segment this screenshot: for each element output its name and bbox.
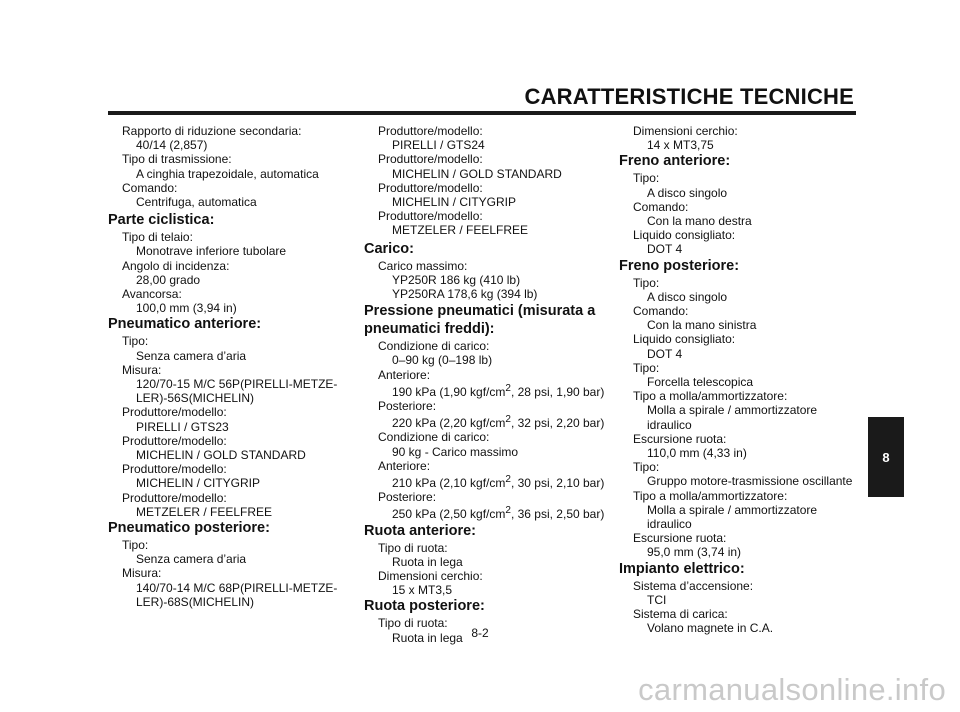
spec-value: DOT 4 <box>647 242 683 257</box>
spec-value: Molla a spirale / ammortizzatore idraulico <box>647 502 818 532</box>
spec-label: Produttore/modello: <box>378 209 483 224</box>
spec-label: Condizione di carico: <box>378 430 490 445</box>
spec-value <box>364 473 606 490</box>
spec-label: Escursione ruota: <box>633 431 727 446</box>
spec-label: Sistema d’accensione: <box>633 578 754 593</box>
spec-value: 140/70-14 M/C 68P(PIRELLI-METZE- <box>136 580 338 595</box>
spec-value: PIRELLI / GTS23 <box>136 419 229 434</box>
spec-value: TCI <box>647 592 667 607</box>
superscript: 2 <box>505 474 511 486</box>
spec-label: Sistema di carica: <box>633 607 728 622</box>
spec-value-part: 210 kPa (2,10 kgf/cm <box>392 476 506 491</box>
spec-value: Molla a spirale / ammortizzatore idraulico <box>647 403 818 432</box>
spec-label: Produttore/modello: <box>122 433 227 448</box>
spec-value: Gruppo motore-trasmissione oscillante <box>647 474 853 489</box>
spec-label: Liquido consigliato: <box>633 228 736 243</box>
spec-label: Angolo di incidenza: <box>122 258 230 273</box>
spec-label: Avancorsa: <box>122 287 182 302</box>
spec-value: 40/14 (2,857) <box>136 138 208 153</box>
spec-label: Misura: <box>122 566 162 581</box>
spec-value: Centrifuga, automatica <box>136 195 257 210</box>
spec-value: 90 kg - Carico massimo <box>392 444 519 459</box>
spec-label: Misura: <box>122 362 162 377</box>
spec-value: PIRELLI / GTS24 <box>392 138 485 153</box>
spec-label: Produttore/modello: <box>122 490 227 505</box>
spec-value <box>364 413 606 430</box>
spec-value-part: , 32 psi, 2,20 bar) <box>510 416 605 431</box>
spec-label: Escursione ruota: <box>633 531 727 546</box>
spec-label: Tipo: <box>122 538 149 553</box>
spec-label: Posteriore: <box>378 490 437 505</box>
spec-value: Senza camera d’aria <box>136 348 247 363</box>
spec-value <box>364 382 606 399</box>
spec-value-part: 220 kPa (2,20 kgf/cm <box>392 416 506 431</box>
spec-label: Carico massimo: <box>378 258 468 273</box>
superscript: 2 <box>505 505 511 517</box>
spec-label: Tipo di ruota: <box>378 540 448 555</box>
spec-value: YP250R 186 kg (410 lb) <box>392 272 521 287</box>
spec-value: A disco singolo <box>647 185 728 200</box>
section-heading: Pneumatico posteriore: <box>108 520 270 537</box>
superscript: 2 <box>505 414 511 426</box>
spec-label: Produttore/modello: <box>378 124 483 138</box>
spec-value-part: 250 kPa (2,50 kgf/cm <box>392 507 506 522</box>
spec-label: Anteriore: <box>378 367 431 382</box>
spec-label: Produttore/modello: <box>122 462 227 477</box>
spec-value: METZELER / FEELFREE <box>392 223 529 238</box>
section-heading: Parte ciclistica: <box>108 212 215 229</box>
page-title: CARATTERISTICHE TECNICHE <box>524 84 854 109</box>
spec-value: Monotrave inferiore tubolare <box>136 244 287 259</box>
section-heading: Pneumatico anteriore: <box>108 316 262 333</box>
spec-label: Tipo: <box>633 360 660 375</box>
spec-value: LER)-68S(MICHELIN) <box>136 594 255 609</box>
chapter-tab-number: 8 <box>882 449 890 465</box>
spec-value: Con la mano destra <box>647 214 752 229</box>
spec-label: Anteriore: <box>378 458 431 473</box>
spec-value-part: 190 kPa (1,90 kgf/cm <box>392 384 506 399</box>
spec-value: DOT 4 <box>647 346 683 361</box>
section-heading: Carico: <box>364 240 414 257</box>
superscript: 2 <box>505 382 511 394</box>
spec-value: 100,0 mm (3,94 in) <box>136 301 237 316</box>
section-heading: Ruota anteriore: <box>364 522 476 539</box>
spec-value: 0–90 kg (0–198 lb) <box>392 353 493 368</box>
section-heading: Impianto elettrico: <box>619 560 745 577</box>
chapter-tab <box>868 417 904 497</box>
spec-value: Ruota in lega <box>392 554 463 569</box>
column-2 <box>364 124 606 645</box>
spec-value: MICHELIN / GOLD STANDARD <box>392 166 562 181</box>
spec-value: 14 x MT3,75 <box>647 138 714 153</box>
spec-value: Ruota in lega <box>392 630 463 645</box>
title-rule <box>108 111 856 115</box>
spec-label: Tipo di trasmissione: <box>122 152 232 167</box>
spec-value-part: , 36 psi, 2,50 bar) <box>510 507 605 522</box>
spec-value: LER)-56S(MICHELIN) <box>136 391 255 406</box>
spec-label: Liquido consigliato: <box>633 332 736 347</box>
spec-value: MICHELIN / CITYGRIP <box>392 195 517 210</box>
spec-label: Posteriore: <box>378 399 437 414</box>
spec-label: Comando: <box>633 199 689 214</box>
spec-value: Forcella telescopica <box>647 375 754 390</box>
spec-label: Comando: <box>122 180 178 195</box>
spec-label: Tipo di telaio: <box>122 230 193 245</box>
watermark: carmanualsonline.info <box>638 672 946 707</box>
spec-value: METZELER / FEELFREE <box>136 504 273 519</box>
spec-label: Dimensioni cerchio: <box>378 569 483 584</box>
spec-label: Tipo a molla/ammortizzatore: <box>633 389 788 404</box>
spec-value: Con la mano sinistra <box>647 318 757 333</box>
spec-value: 120/70-15 M/C 56P(PIRELLI-METZE- <box>136 377 338 392</box>
spec-label: Comando: <box>633 304 689 319</box>
spec-value: 95,0 mm (3,74 in) <box>647 545 742 560</box>
spec-value-part: , 30 psi, 2,10 bar) <box>510 476 605 491</box>
spec-label: Tipo di ruota: <box>378 616 448 631</box>
section-heading: Ruota posteriore: <box>364 598 485 615</box>
spec-label: Tipo a molla/ammortizzatore: <box>633 488 788 503</box>
spec-label: Produttore/modello: <box>378 152 483 167</box>
spec-value: YP250RA 178,6 kg (394 lb) <box>392 287 538 302</box>
spec-value <box>364 504 606 521</box>
column-3 <box>619 124 859 636</box>
column-1 <box>108 124 352 609</box>
page-number: 8-2 <box>471 626 489 640</box>
spec-label: Tipo: <box>633 275 660 290</box>
spec-value: Volano magnete in C.A. <box>647 621 774 636</box>
spec-label: Produttore/modello: <box>122 405 227 420</box>
section-heading: Freno anteriore: <box>619 153 731 170</box>
spec-label: Tipo: <box>633 171 660 186</box>
spec-value: MICHELIN / GOLD STANDARD <box>136 448 306 463</box>
spec-value: 15 x MT3,5 <box>392 583 453 598</box>
spec-value: Senza camera d’aria <box>136 552 247 567</box>
spec-label: Tipo: <box>122 334 149 349</box>
section-heading: Freno posteriore: <box>619 257 740 274</box>
spec-value-part: , 28 psi, 1,90 bar) <box>510 384 605 399</box>
spec-value: MICHELIN / CITYGRIP <box>136 476 261 491</box>
spec-value: 28,00 grado <box>136 272 201 287</box>
spec-label: Condizione di carico: <box>378 339 490 354</box>
spec-value: A disco singolo <box>647 289 728 304</box>
spec-value: A cinghia trapezoidale, automatica <box>136 166 319 181</box>
spec-label: Produttore/modello: <box>378 180 483 195</box>
spec-label: Tipo: <box>633 460 660 475</box>
spec-value: 110,0 mm (4,33 in) <box>647 446 747 461</box>
spec-label: Dimensioni cerchio: <box>633 124 738 138</box>
spec-label: Rapporto di riduzione secondaria: <box>122 124 302 138</box>
section-heading: Pressione pneumatici (misurata a pneumatici freddi): <box>364 303 596 338</box>
